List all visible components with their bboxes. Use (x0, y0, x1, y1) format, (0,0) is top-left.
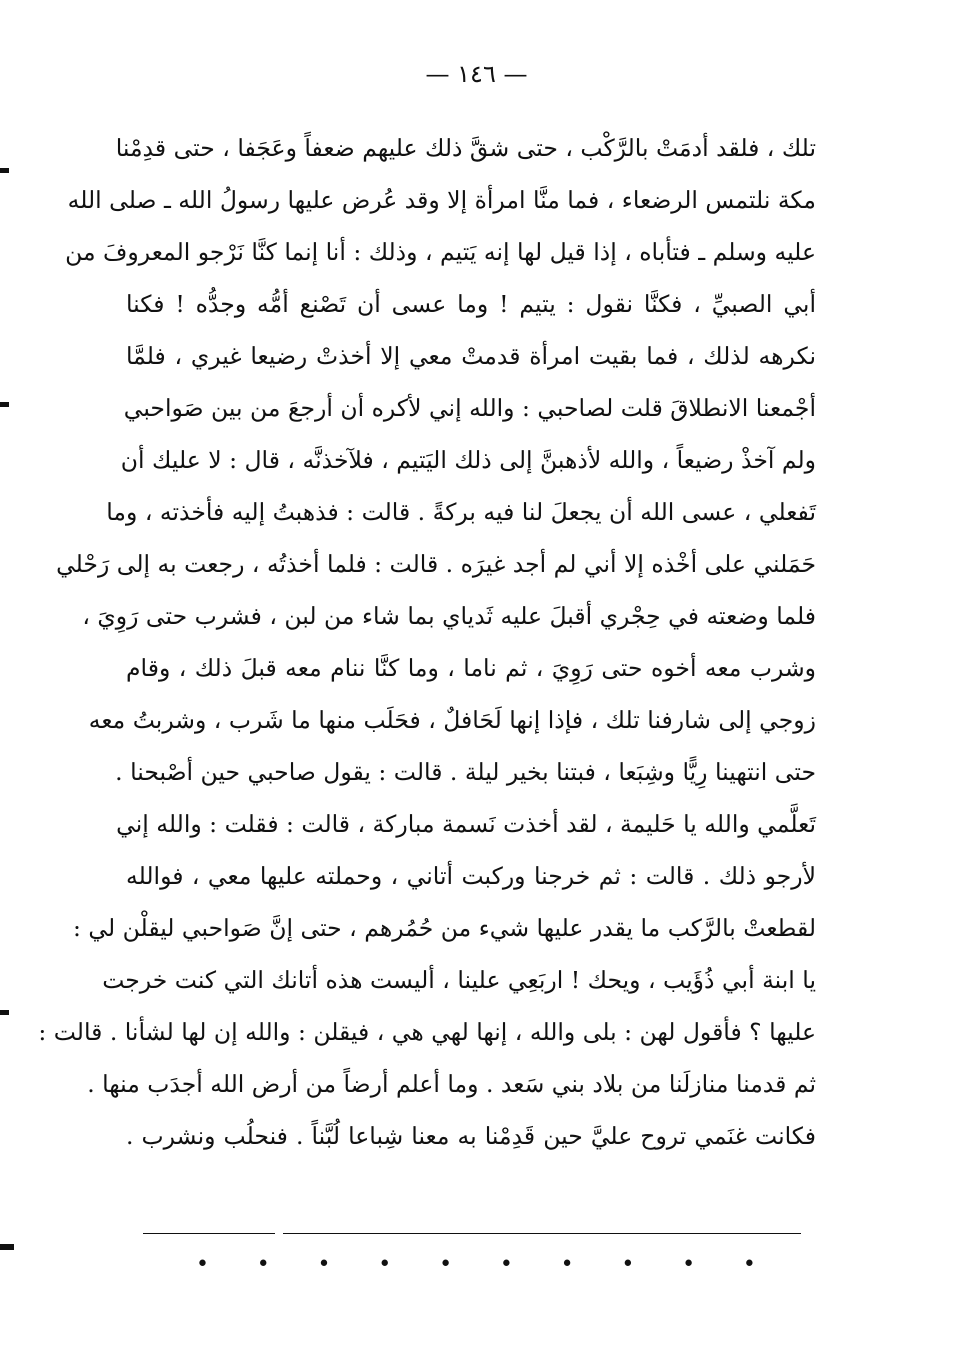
text-line: لقطعتْ بالرَّكب ما يقدر عليها شيء من حُمُرهم ، حتى إنَّ صَواحبي ليقلْن لي : (73, 914, 816, 942)
text-line: تَفعلي ، عسى الله أن يجعلَ لنا فيه بركةً . قالت : فذهبتُ إليه فأخذته ، وما (106, 498, 816, 526)
text-line: فكانت غنَمي تروح عليَّ حين قَدِمْنا به معنا شِباعا لُبَّناً . فنحلُب ونشرب . (126, 1122, 816, 1150)
text-line: فلما وضعته في حِجْري أقبلَ عليه ثَدياي بما شاء من لبن ، فشرب حتى رَوِيَ ، (82, 602, 816, 630)
text-line: حَمَلني على أخْذه إلا أني لم أجد غيرَه . قالت : فلما أخذتُه ، رجعت به إلى رَحْلي (56, 550, 816, 578)
scan-edge-mark (0, 1244, 14, 1250)
text-line: تلك ، فلقد أدمَتْ بالرَّكْب ، حتى شقَّ ذلك عليهم ضعفاً وعَجَفا ، حتى قدِمْنا (115, 134, 816, 162)
ornament-dot: • (317, 1252, 331, 1277)
text-line: عليه وسلم ـ فتأباه ، إذا قيل لها إنه يَتيم ، وذلك : أنا إنما كنَّا نَرْجو المعروفَ من (65, 238, 816, 266)
text-line: حتى انتهينا رِيًّا وشِبَعا ، فبتنا بخير ليلة . قالت : يقول صاحبي حين أصْبحنا . (115, 758, 816, 786)
text-line: ثم قدمنا منازلَنا من بلاد بني سَعد . وما أعلم أرضاً من أرض الله أجدَب منها . (87, 1070, 816, 1098)
ornament-dot: • (378, 1252, 392, 1277)
page-number: — ١٤٦ — (425, 60, 528, 88)
text-line: وشرب معه أخوه حتى رَوِيَ ، ثم ناما ، وما كنَّا ننام معه قبلَ ذلك ، وقام (126, 654, 816, 682)
text-line: أجْمعنا الانطلاقَ قلت لصاحبي : والله إني لأكره أن أرجعَ من بين صَواحبي (123, 394, 816, 422)
ornament-dot: • (560, 1252, 574, 1277)
ornament-dot: • (682, 1252, 696, 1277)
ornament-dot: • (439, 1252, 453, 1277)
text-line: ولم آخذْ رضيعاً ، والله لأذهبنَّ إلى ذلك اليَتيم ، فلآخذنَّه ، قال : لا عليك أن (120, 446, 816, 474)
scan-edge-mark (0, 1010, 9, 1015)
text-line: نكرهه لذلك ، فما بقيت امرأة قدمتْ معي إلا أخذتْ رضيعا غيري ، فلمَّا (126, 342, 816, 370)
text-line: مكة نلتمس الرضعاء ، فما منَّا امرأة إلا وقد عُرض عليها رسولُ الله ـ صلى الله (67, 186, 816, 214)
text-line: يا ابنة أبي ذُؤَيب ، ويحك ! اربَعِي علينا ، أليست هذه أتانك التي كنت خرجت (102, 966, 816, 994)
scan-edge-mark (0, 168, 9, 173)
scan-edge-mark (0, 402, 9, 407)
text-line: تَعلَّمي والله يا حَليمة ، لقد أخذت نَسمة مباركة ، قالت : فقلت : والله إني (116, 810, 816, 838)
ornament-dot: • (742, 1252, 756, 1277)
ornament-dot: • (256, 1252, 270, 1277)
dot-ornament-row (196, 1254, 756, 1276)
body-text (38, 122, 816, 1162)
footer-rule-right (283, 1233, 801, 1234)
text-line: أبي الصبيِّ ، فكنَّا نقول : يتيم ! وما عسى أن تَصْنع أمُّه وجدُّه ! فكنا (126, 290, 816, 318)
ornament-dot: • (499, 1252, 513, 1277)
footer-rule-left (143, 1233, 275, 1234)
text-line: لأرجو ذلك . قالت : ثم خرجنا وركبت أتاني ، وحملته عليها معي ، فوالله (126, 862, 816, 890)
text-line: عليها ؟ فأقول لهن : بلى والله ، إنها لهي هي ، فيقلن : والله إن لها لشأنا . قالت : (38, 1018, 816, 1046)
ornament-dot: • (196, 1252, 209, 1277)
ornament-dot: • (621, 1252, 635, 1277)
text-line: زوجي إلى شارفنا تلك ، فإذا إنها لَحَافلٌ ، فحَلَب منها ما شَرب ، وشربتُ معه (88, 706, 816, 734)
